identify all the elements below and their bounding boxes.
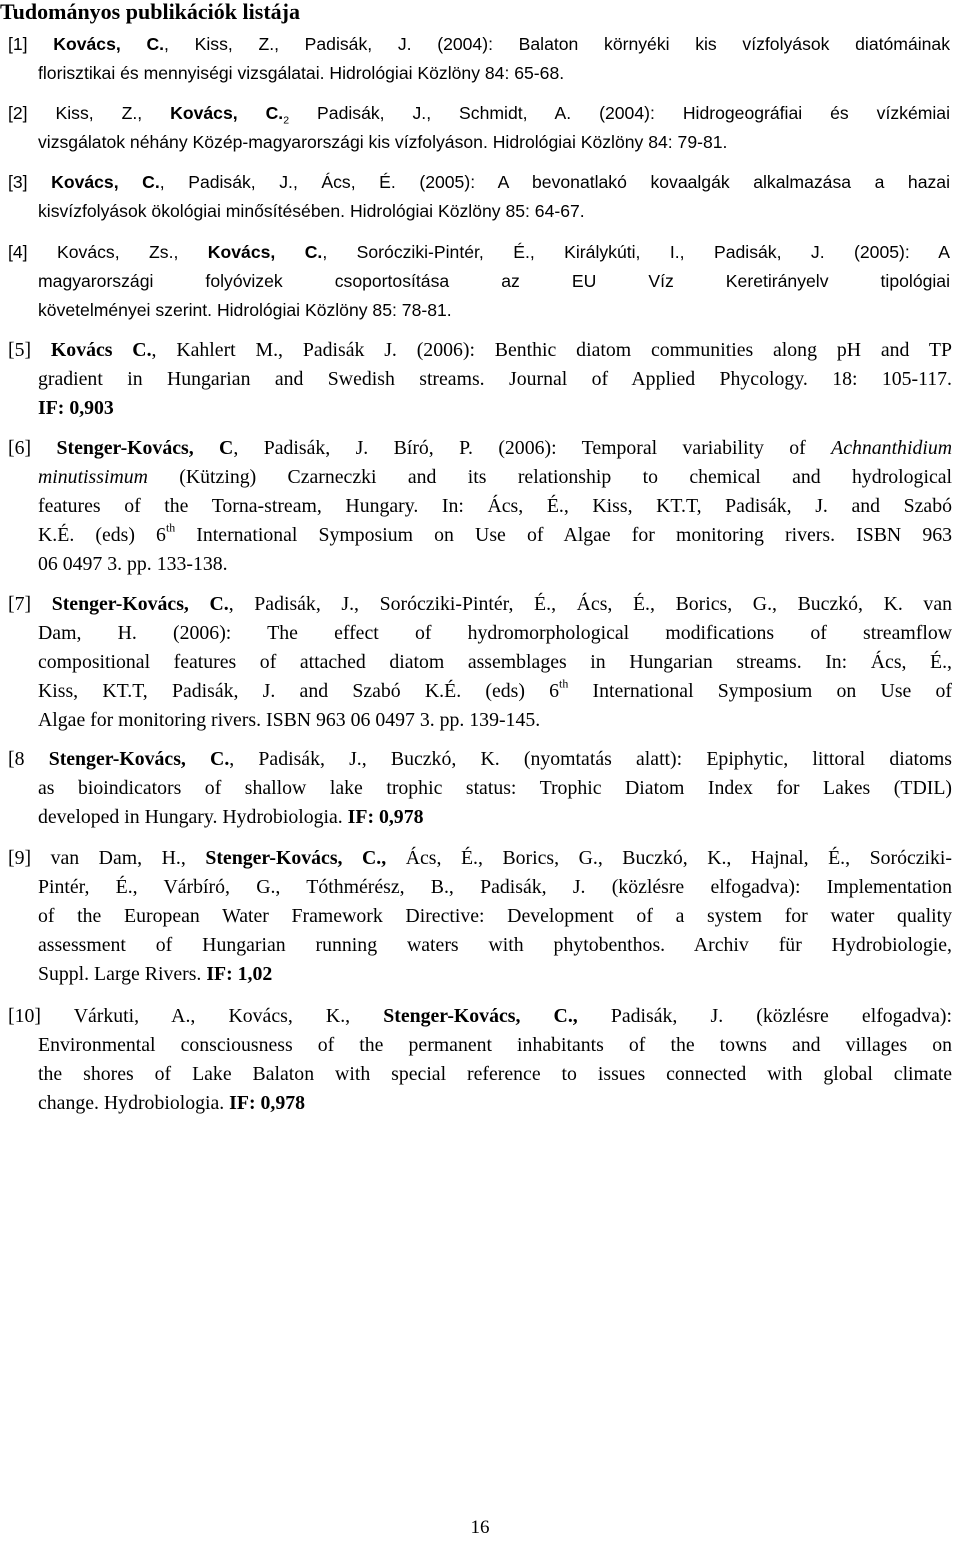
reference-text: Dam, H. (2006): The effect of hydromorphological modifications of streamflow [38,622,952,644]
reference-text: th [559,677,569,691]
reference-text: , Padisák, J., Sorócziki-Pintér, É., Ács, É., Borics, G., Buczkó, K. van [228,593,952,615]
reference-text: Padisák, J. (közlésre elfogadva): [577,1005,952,1027]
reference-text: developed in Hungary. Hydrobiologia. [38,806,348,828]
reference-text: [10] Várkuti, A., Kovács, K., [8,1005,384,1027]
reference-line [8,1031,952,1060]
reference-text: kisvízfolyások ökológiai minősítésében. Hidrológiai Közlöny 85: 64-67. [38,201,585,221]
reference-text: Algae for monitoring rivers. ISBN 963 06 0497 3. pp. 139-145. [38,709,541,731]
page-title: Tudományos publikációk listája [0,0,300,24]
reference-1 [8,30,950,88]
reference-4 [8,238,950,325]
reference-text: , Padisák, J., Ács, É. (2005): A bevonatlakó kovaalgák alkalmazása a hazai [159,172,950,192]
reference-line [8,434,952,463]
reference-line [8,873,952,902]
reference-line [8,902,952,931]
reference-10 [8,1002,952,1118]
reference-text: [2] Kiss, Z., [8,103,171,123]
reference-line [8,492,952,521]
reference-text: [6] [8,437,57,459]
reference-text: Kiss, KT.T, Padisák, J. and Szabó K.É. (eds) 6 [38,680,560,702]
reference-text: International Symposium on Use of [568,680,952,702]
reference-text: , Padisák, J. Bíró, P. (2006): Temporal variability of [233,437,832,459]
reference-line [8,590,952,619]
reference-line [8,521,952,550]
reference-text: Kovács, C. [207,242,323,262]
reference-text: 06 0497 3. pp. 133-138. [38,553,228,575]
reference-6 [8,434,952,579]
reference-text: [5] [8,339,51,361]
reference-text: Stenger-Kovács, C [56,437,234,459]
reference-text: minutissimum [38,466,148,488]
reference-text: th [165,521,176,535]
reference-text: Stenger-Kovács, C. [51,593,229,615]
reference-line [8,1002,952,1031]
reference-line [8,745,952,774]
reference-7 [8,590,952,735]
reference-text: [8 [8,748,49,770]
reference-line [8,394,952,423]
reference-line [8,844,952,873]
reference-text: Stenger-Kovács, C., [205,847,387,869]
reference-line [8,59,950,88]
reference-8 [8,745,952,832]
reference-line [8,463,952,492]
reference-text: 2 [283,114,290,127]
reference-text: Suppl. Large Rivers. [38,963,207,985]
reference-text: (Kützing) Czarneczki and its relationship to chemical and hydrological [147,466,952,488]
reference-line [8,365,952,394]
reference-text: vizsgálatok néhány Közép-magyarországi kis vízfolyáson. Hidrológiai Közlöny 84: 79-81. [38,132,728,152]
reference-line [8,168,950,197]
reference-line [8,648,952,677]
reference-text: Stenger-Kovács, C. [48,748,230,770]
reference-line [8,1089,952,1118]
reference-text: assessment of Hungarian running waters with phytobenthos. Archiv für Hydrobiologie, [38,934,952,956]
reference-text: , Kahlert M., Padisák J. (2006): Benthic diatom communities along pH and TP [151,339,952,361]
reference-5 [8,336,952,423]
reference-text: Environmental consciousness of the permanent inhabitants of the towns and villages on [38,1034,952,1056]
reference-text: [7] [8,593,52,615]
reference-line [8,1060,952,1089]
reference-text: K.É. (eds) 6 [38,524,166,546]
reference-text: Stenger-Kovács, C., [383,1005,578,1027]
reference-line [8,803,952,832]
reference-9 [8,844,952,989]
reference-line [8,677,952,706]
reference-3 [8,168,950,226]
reference-text: [4] Kovács, Zs., [8,242,208,262]
reference-text: features of the Torna-stream, Hungary. In: Ács, É., Kiss, KT.T, Padisák, J. and Szabó [38,495,952,517]
reference-line [8,197,950,226]
reference-line [8,931,952,960]
reference-text: IF: 0,978 [229,1092,305,1114]
reference-text: IF: 0,903 [38,397,114,419]
reference-text: Ács, É., Borics, G., Buczkó, K., Hajnal, É., Sorócziki- [386,847,952,869]
reference-text: compositional features of attached diatom assemblages in Hungarian streams. In: Ács, É., [38,651,952,673]
reference-text: of the European Water Framework Directive: Development of a system for water quality [38,905,952,927]
reference-text: change. Hydrobiologia. [38,1092,230,1114]
reference-line [8,550,952,579]
reference-line [8,99,950,128]
reference-line [8,336,952,365]
reference-text: [3] [8,172,52,192]
reference-text: the shores of Lake Balaton with special reference to issues connected with global climate [38,1063,952,1085]
reference-text: Achnanthidium [831,437,952,459]
reference-text: as bioindicators of shallow lake trophic status: Trophic Diatom Index for Lakes (TDIL) [38,777,952,799]
reference-text: , Padisák, J., Buczkó, K. (nyomtatás alatt): Epiphytic, littoral diatoms [229,748,952,770]
reference-text: [9] van Dam, H., [8,847,206,869]
reference-text: Kovács C. [50,339,152,361]
reference-text: Kovács, C. [170,103,284,123]
page-number: 16 [470,1517,490,1538]
reference-line [8,774,952,803]
reference-text: magyarországi folyóvizek csoportosítása az EU Víz Keretirányelv tipológiai [38,271,950,291]
reference-text: Kovács, C. [53,34,165,54]
reference-text: IF: 0,978 [347,806,424,828]
reference-text: Padisák, J., Schmidt, A. (2004): Hidrogeográfiai és vízkémiai [289,103,950,123]
reference-text: gradient in Hungarian and Swedish streams. Journal of Applied Phycology. 18: 105-117. [38,368,952,390]
reference-line [8,238,950,267]
reference-2 [8,99,950,157]
reference-text: követelményei szerint. Hidrológiai Közlöny 85: 78-81. [38,300,452,320]
reference-text: [1] [8,34,54,54]
reference-text: IF: 1,02 [206,963,273,985]
reference-line [8,619,952,648]
reference-text: , Kiss, Z., Padisák, J. (2004): Balaton környéki kis vízfolyások diatómáinak [164,34,950,54]
reference-text: Kovács, C. [51,172,160,192]
reference-line [8,296,950,325]
reference-text: , Sorócziki-Pintér, É., Királykúti, I., Padisák, J. (2005): A [322,242,950,262]
reference-line [8,960,952,989]
reference-line [8,128,950,157]
reference-line [8,267,950,296]
reference-text: florisztikai és mennyiségi vizsgálatai. Hidrológiai Közlöny 84: 65-68. [38,63,565,83]
reference-text: Pintér, É., Várbíró, G., Tóthmérész, B., Padisák, J. (közlésre elfogadva): Implementation [38,876,952,898]
reference-line [8,706,952,735]
reference-line [8,30,950,59]
reference-text: International Symposium on Use of Algae for monitoring rivers. ISBN 963 [175,524,952,546]
